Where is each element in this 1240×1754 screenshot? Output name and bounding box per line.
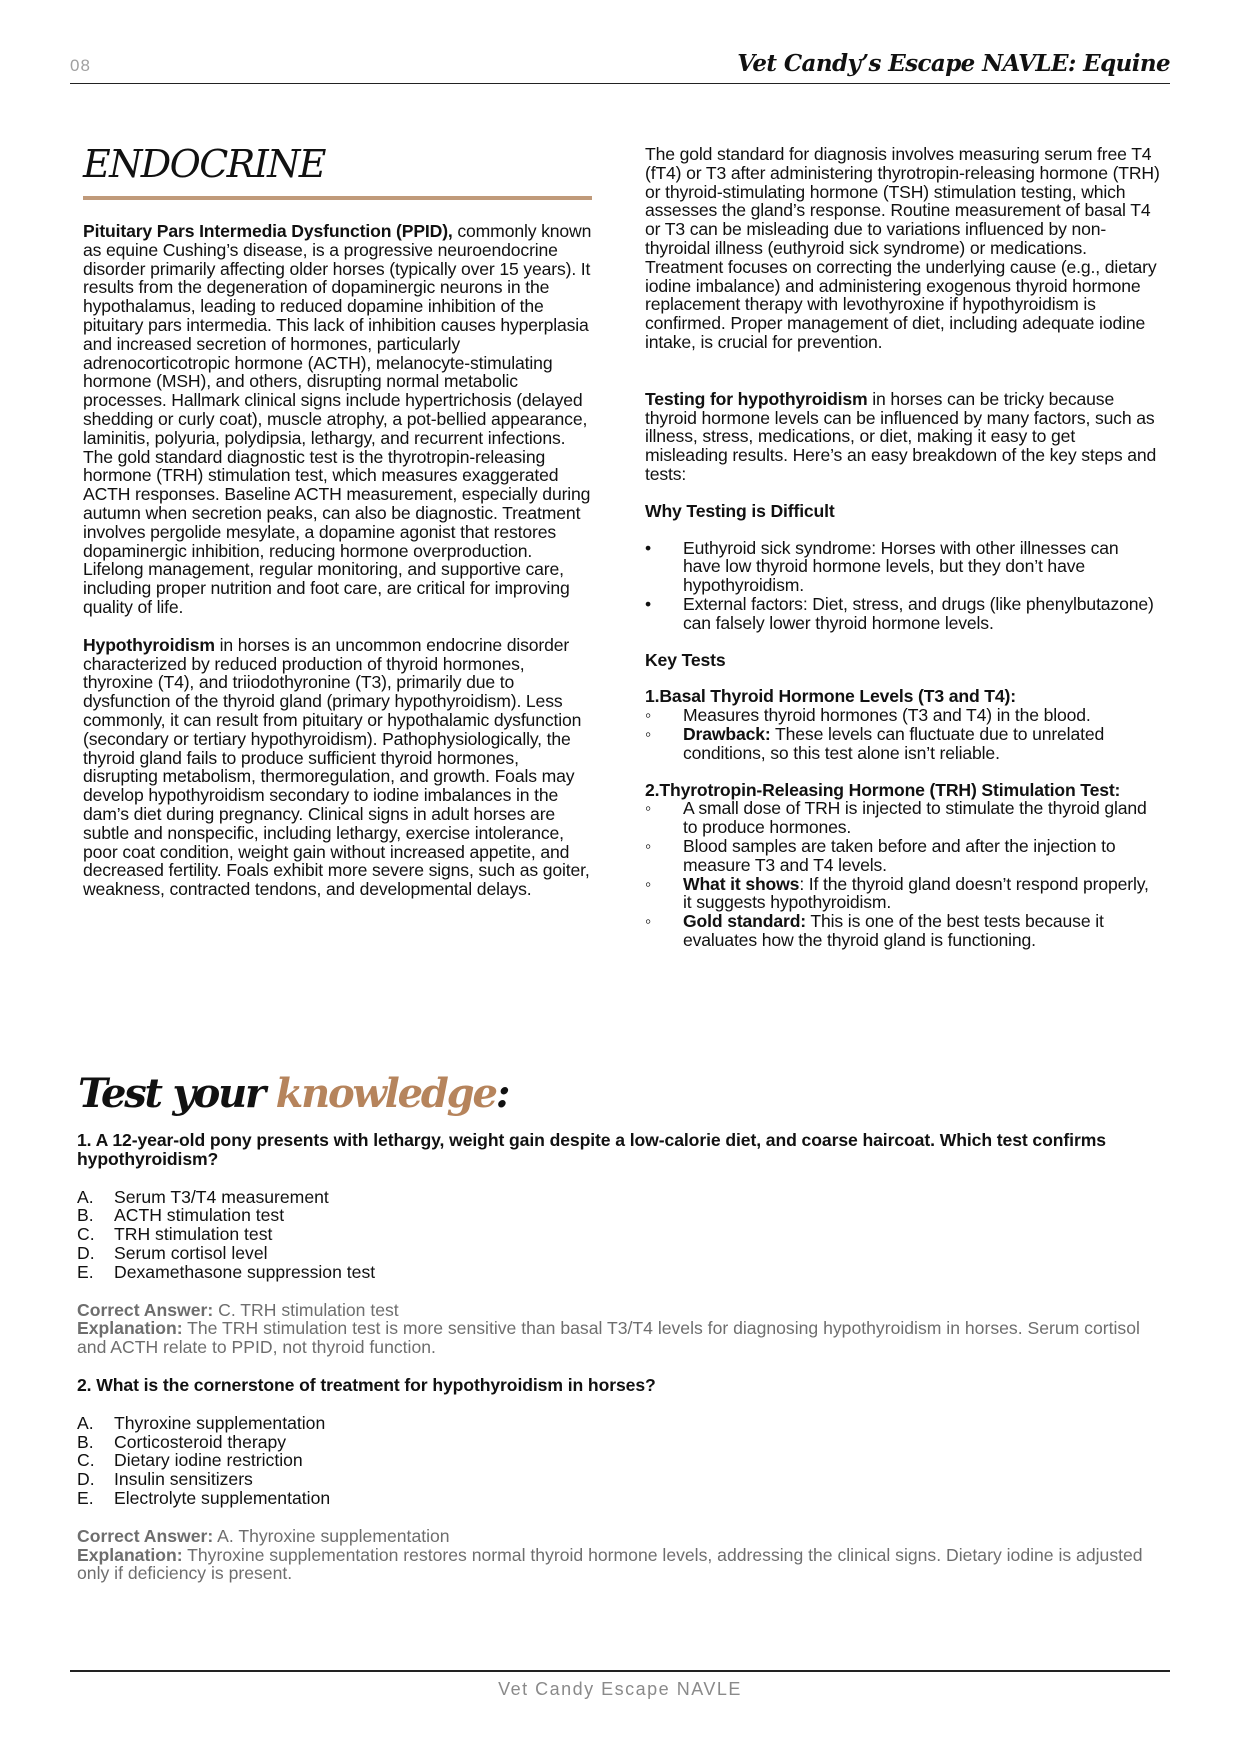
list-item: B. ACTH stimulation test: [77, 1205, 285, 1226]
ppid-lead: Pituitary Pars Intermedia Dysfunction (PPID),: [83, 221, 453, 241]
question-1: 1. A 12-year-old pony presents with lethargy, weight gain despite a low-calorie diet, and coarse haircoat. Which test confirms hypothyroidism?: [77, 1130, 1106, 1169]
list-item: • External factors: Diet, stress, and drugs (like phenylbutazone) can falsely lower thyroid hormone levels.: [645, 595, 1160, 633]
list-item: ◦ Drawback: These levels can fluctuate due to unrelated conditions, so this test alone isn’t reliable.: [645, 725, 1160, 763]
page-number: 08: [70, 56, 91, 75]
section-title: ENDOCRINE: [83, 142, 325, 186]
basal-list: [645, 706, 1160, 762]
list-item: A. Serum T3/T4 measurement: [77, 1186, 329, 1207]
quiz-section: [77, 1131, 1172, 1583]
list-item: A. Thyroxine supplementation: [77, 1412, 326, 1433]
testing-body: in horses can be tricky because thyroid hormone levels can be influenced by many factors, such as illness, stress, medications, or diet, making it easy to get misleading results. Here’s an easy breakdown of the key steps and tests:: [645, 388, 1157, 484]
testing-paragraph: [645, 390, 1160, 484]
why-heading: Why Testing is Difficult: [645, 500, 835, 521]
list-item: ◦ Measures thyroid hormones (T3 and T4) in the blood.: [645, 706, 1160, 725]
list-item: E. Dexamethasone suppression test: [77, 1261, 376, 1282]
question-2: 2. What is the cornerstone of treatment for hypothyroidism in horses?: [77, 1374, 656, 1395]
question-2-options: [77, 1414, 1172, 1508]
ppid-body: commonly known as equine Cushing’s disease, is a progressive neuroendocrine disorder primarily affecting older horses (typically over 15 years). It results from the degeneration of dopaminergic neurons in the hypothalamus, leading to reduced dopamine inhibition of the pituitary pars intermedia. This lack of inhibition causes hyperplasia and increased secretion of hormones, particularly adrenocorticotropic hormone (ACTH), melanocyte-stimulating hormone (MSH), and others, disrupting normal metabolic processes. Hallmark clinical signs include hypertrichosis (delayed shedding or curly coat), muscle atrophy, a pot-bellied appearance, laminitis, polyuria, polydipsia, lethargy, and recurrent infections. The gold standard diagnostic test is the thyrotropin-releasing hormone (TRH) stimulation test, which measures exaggerated ACTH responses. Baseline ACTH measurement, especially during autumn when secretion peaks, can also be diagnostic. Treatment involves pergolide mesylate, a dopamine agonist that restores dopaminergic inhibition, reducing hormone overproduction. Lifelong management, regular monitoring, and supportive care, including proper nutrition and foot care, are critical for improving quality of life.: [83, 221, 592, 617]
question-2-explanation: Explanation: Thyroxine supplementation restores normal thyroid hormone levels, addressing the clinical signs. Dietary iodine is adjusted only if deficiency is present.: [77, 1544, 1143, 1584]
list-item: D. Serum cortisol level: [77, 1242, 268, 1263]
right-column: [645, 145, 1160, 950]
question-1-options: [77, 1188, 1172, 1282]
ppid-paragraph: [83, 222, 593, 617]
list-item: ◦ Blood samples are taken before and after the injection to measure T3 and T4 levels.: [645, 837, 1160, 875]
testing-lead: Testing for hypothyroidism: [645, 388, 868, 409]
list-item: D. Insulin sensitizers: [77, 1469, 253, 1490]
key-tests-heading: Key Tests: [645, 649, 726, 670]
diagnosis-paragraph: The gold standard for diagnosis involves measuring serum free T4 (fT4) or T3 after administering thyrotropin-releasing hormone (TRH) or thyroid-stimulating hormone (TSH) stimulation testing, which assesses the gland’s response. Routine measurement of basal T4 or T3 can be misleading due to variations influenced by non-thyroidal illness (euthyroid sick syndrome) or medications. Treatment focuses on correcting the underlying cause (e.g., dietary iodine imbalance) and administering exogenous thyroid hormone replacement therapy with levothyroxine if hypothyroidism is confirmed. Proper management of diet, including adequate iodine intake, is crucial for prevention.: [645, 144, 1160, 352]
trh-list: [645, 799, 1160, 949]
question-1-answer: Correct Answer: C. TRH stimulation test: [77, 1299, 399, 1320]
question-1-explanation: Explanation: The TRH stimulation test is more sensitive than basal T3/T4 levels for diagnosing hypothyroidism in horses. Serum cortisol and ACTH relate to PPID, not thyroid function.: [77, 1318, 1140, 1358]
book-title: Vet Candy’s Escape NAVLE: Equine: [737, 50, 1170, 77]
list-item: E. Electrolyte supplementation: [77, 1487, 331, 1508]
footer-text: Vet Candy Escape NAVLE: [498, 1679, 742, 1699]
hypothyroidism-paragraph: [83, 636, 593, 899]
list-item: ◦ What it shows: If the thyroid gland doesn’t respond properly, it suggests hypothyroidism.: [645, 875, 1160, 913]
list-item: • Euthyroid sick syndrome: Horses with other illnesses can have low thyroid hormone levels, but they don’t have hypothyroidism.: [645, 539, 1160, 595]
section-title-underline: [83, 196, 592, 200]
list-item: ◦ A small dose of TRH is injected to stimulate the thyroid gland to produce hormones.: [645, 799, 1160, 837]
header-divider: [70, 83, 1170, 84]
basal-heading: 1.Basal Thyroid Hormone Levels (T3 and T4):: [645, 686, 1016, 707]
why-list: [645, 539, 1160, 633]
list-item: C. Dietary iodine restriction: [77, 1450, 303, 1471]
list-item: ◦ Gold standard: This is one of the best tests because it evaluates how the thyroid gland is functioning.: [645, 912, 1160, 950]
list-item: C. TRH stimulation test: [77, 1224, 273, 1245]
footer-divider: [70, 1670, 1170, 1672]
question-2-answer: Correct Answer: A. Thyroxine supplementation: [77, 1525, 450, 1546]
hypothyroidism-lead: Hypothyroidism: [83, 634, 215, 655]
hypothyroidism-body: in horses is an uncommon endocrine disorder characterized by reduced production of thyroid hormones, thyroxine (T4), and triiodothyronine (T3), primarily due to dysfunction of the thyroid gland (primary hypothyroidism). Less commonly, it can result from pituitary or hypothalamic dysfunction (secondary or tertiary hypothyroidism). Pathophysiologically, the thyroid gland fails to produce sufficient thyroid hormones, disrupting metabolism, thermoregulation, and growth. Foals may develop hypothyroidism secondary to iodine imbalances in the dam’s diet during pregnancy. Clinical signs in adult horses are subtle and nonspecific, including lethargy, exercise intolerance, poor coat condition, weight gain without increased appetite, and decreased fertility. Foals exhibit more severe signs, such as goiter, weakness, contracted tendons, and developmental delays.: [83, 634, 590, 900]
left-column: [83, 222, 593, 899]
quiz-title: Test your knowledge:: [78, 1070, 509, 1117]
trh-heading: 2.Thyrotropin-Releasing Hormone (TRH) Stimulation Test:: [645, 779, 1121, 800]
list-item: B. Corticosteroid therapy: [77, 1431, 287, 1452]
